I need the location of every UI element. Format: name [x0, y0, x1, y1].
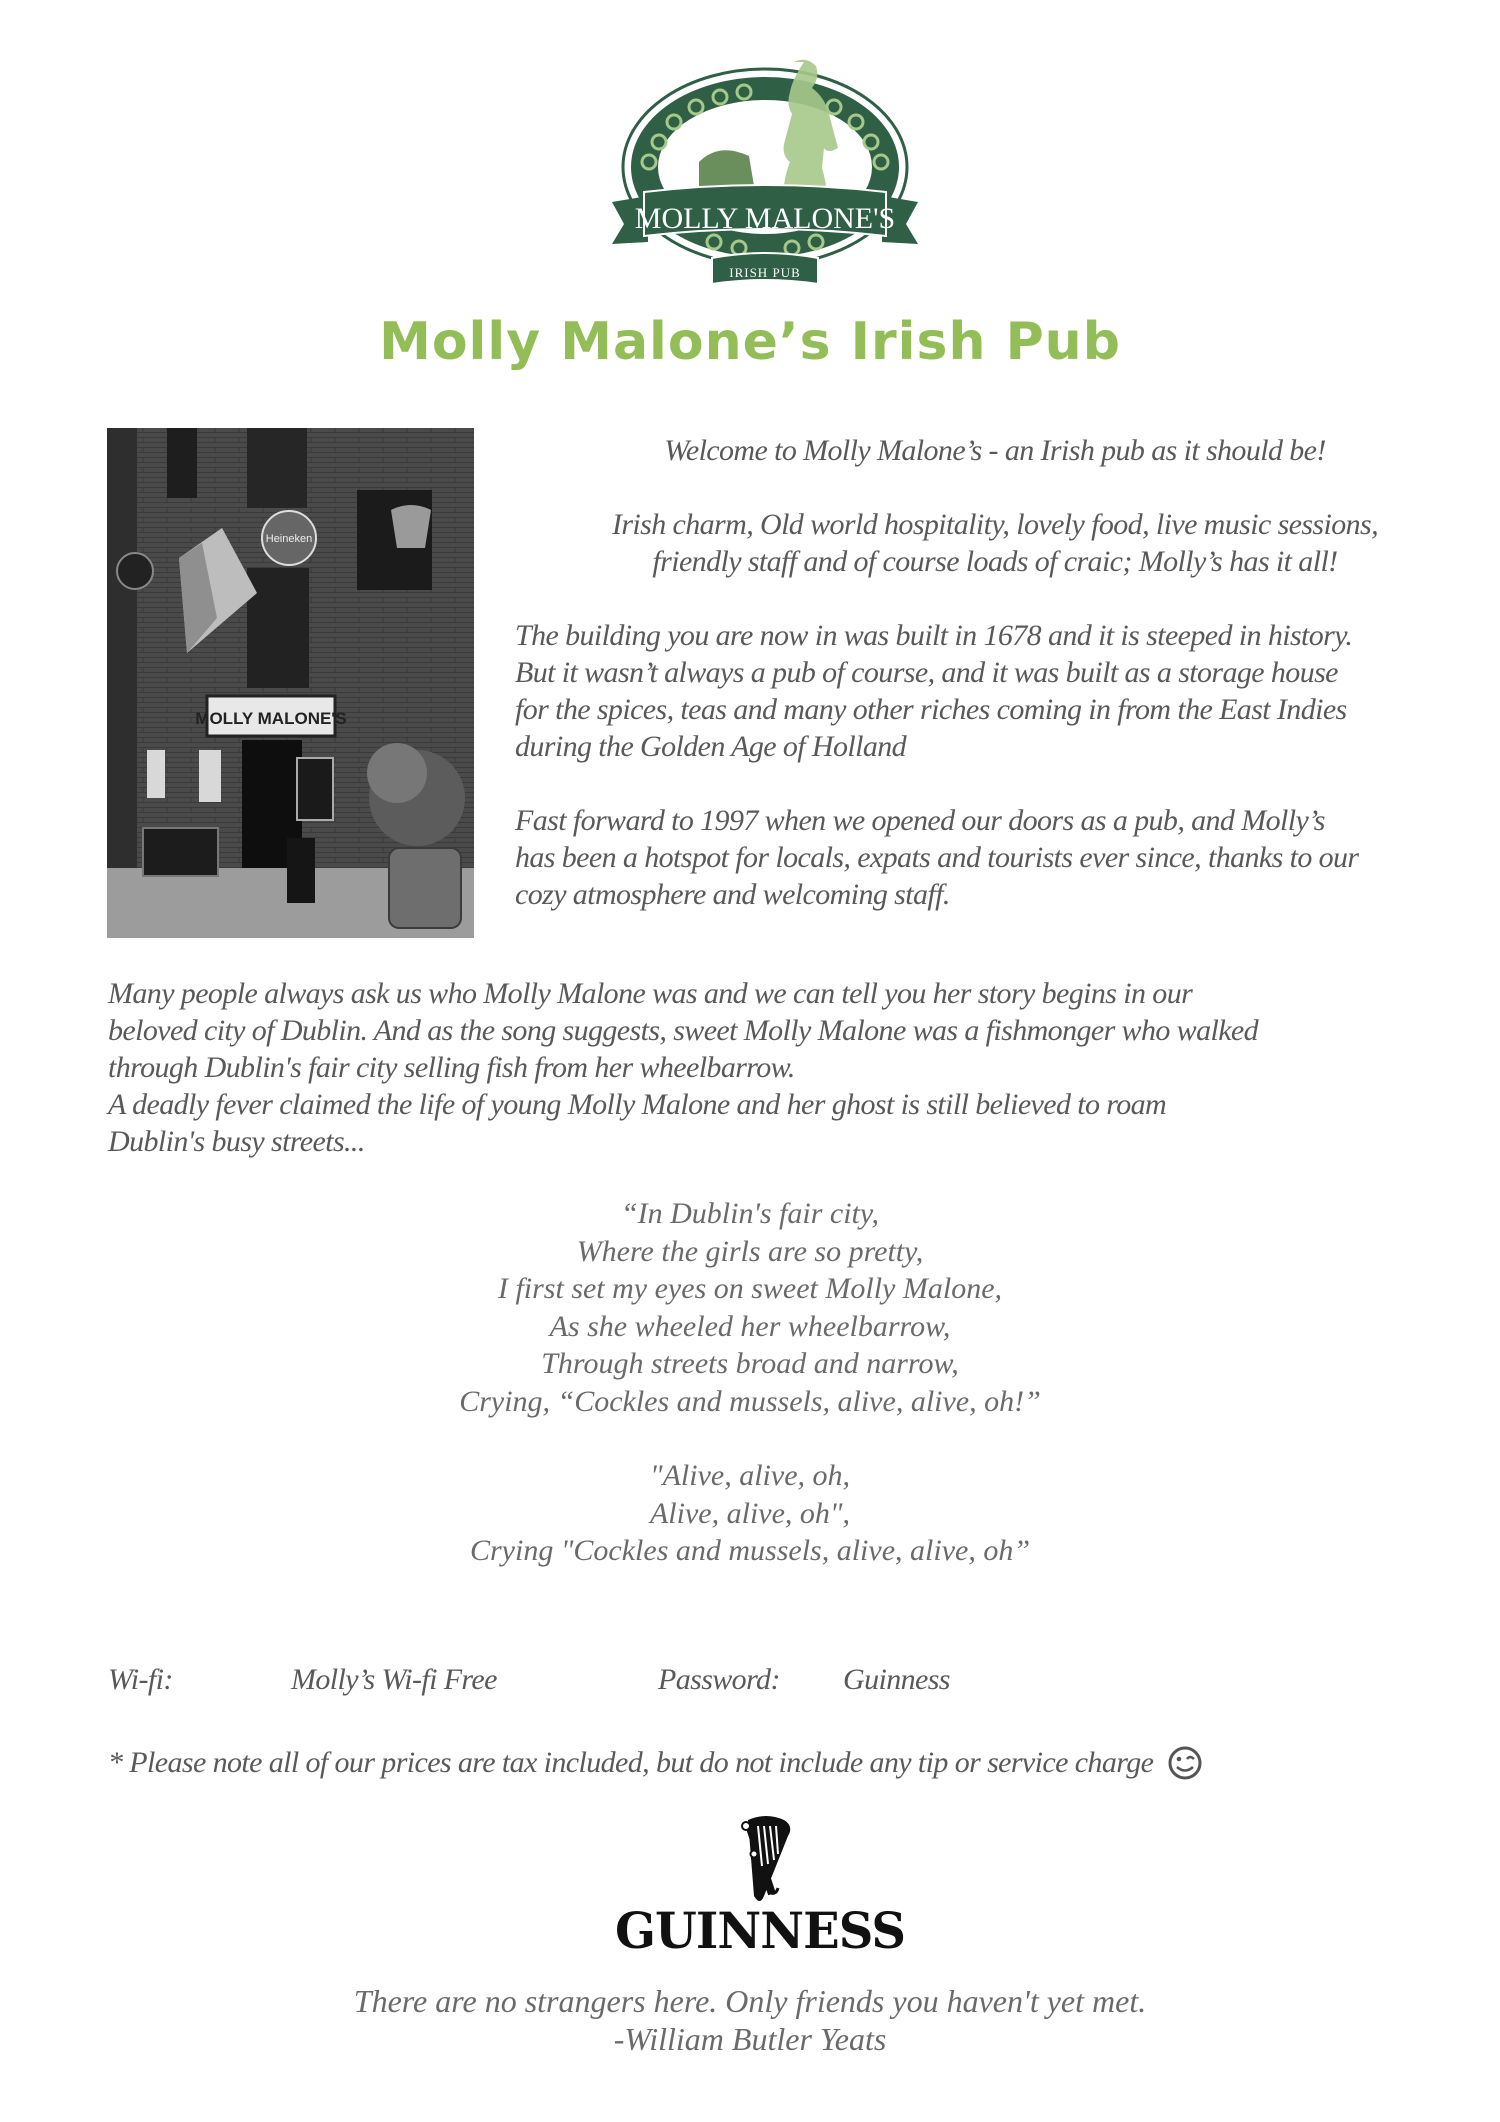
story-line: Dublin's busy streets... — [108, 1125, 365, 1158]
wifi-network-name: Molly’s Wi-fi Free — [291, 1663, 497, 1696]
wifi-label: Wi-fi: — [108, 1663, 173, 1696]
page-title: Molly Malone’s Irish Pub — [379, 312, 1121, 372]
logo-sub-text: IRISH PUB — [729, 265, 801, 280]
fastforward-line: Fast forward to 1997 when we opened our doors as a pub, and Molly’s — [515, 804, 1325, 837]
password-label: Password: — [658, 1663, 780, 1696]
lyric-line: “In Dublin's fair city, — [620, 1197, 880, 1230]
logo-banner-text: MOLLY MALONE'S — [634, 202, 896, 235]
fastforward-line: has been a hotspot for locals, expats and tourists ever since, thanks to our — [515, 841, 1359, 874]
quote-author: -William Butler Yeats — [613, 2021, 887, 2057]
welcome-text: Welcome to Molly Malone’s - an Irish pub as it should be! — [664, 434, 1326, 467]
story-line: Many people always ask us who Molly Malone was and we can tell you her story begins in our — [108, 977, 1193, 1010]
history-line: The building you are now in was built in 1678 and it is steeped in history. — [515, 619, 1353, 652]
history-text — [515, 617, 1475, 765]
wifi-password: Guinness — [843, 1663, 950, 1696]
song-lyrics — [0, 1195, 1500, 1607]
intro-section — [515, 432, 1475, 950]
lyric-line: Through streets broad and narrow, — [541, 1347, 959, 1380]
story-section — [108, 975, 1438, 1160]
charm-line-1: Irish charm, Old world hospitality, lovely food, live music sessions, — [611, 508, 1379, 541]
guinness-logo — [610, 1812, 910, 1962]
lyrics-stanza-1 — [0, 1195, 1500, 1420]
lyric-line: As she wheeled her wheelbarrow, — [549, 1309, 951, 1343]
photo-sign-text: MOLLY MALONE'S — [195, 709, 347, 728]
winking-face-icon — [1167, 1745, 1203, 1781]
lyrics-stanza-2 — [0, 1457, 1500, 1570]
pub-logo — [604, 52, 926, 288]
story-line: beloved city of Dublin. And as the song suggests, sweet Molly Malone was a fishmonger who walked — [108, 1014, 1259, 1047]
lyric-line: Where the girls are so pretty, — [576, 1234, 924, 1268]
charm-text — [515, 506, 1475, 580]
guinness-wordmark: GUINNESS — [615, 1901, 905, 1960]
price-note — [108, 1745, 1203, 1781]
charm-line-2: friendly staff and of course loads of craic; Molly’s has it all! — [652, 545, 1338, 578]
fastforward-line: cozy atmosphere and welcoming staff. — [515, 878, 950, 911]
lyric-line: I first set my eyes on sweet Molly Malone, — [497, 1272, 1003, 1305]
lyric-line: Crying "Cockles and mussels, alive, alive, oh” — [469, 1534, 1031, 1567]
svg-text:Heineken: Heineken — [265, 533, 313, 545]
history-line: during the Golden Age of Holland — [515, 730, 907, 763]
yeats-quote — [0, 1982, 1500, 2058]
history-line: But it wasn’t always a pub of course, and it was built as a storage house — [515, 656, 1338, 689]
lyric-line: Alive, alive, oh", — [649, 1496, 851, 1530]
story-line: through Dublin's fair city selling fish from her wheelbarrow. — [108, 1051, 795, 1084]
lyric-line: "Alive, alive, oh, — [649, 1459, 851, 1492]
lyric-line: Crying, “Cockles and mussels, alive, alive, oh!” — [459, 1384, 1041, 1418]
pub-exterior-photo — [107, 428, 474, 938]
history-line: for the spices, teas and many other riches coming in from the East Indies — [515, 693, 1347, 726]
quote-text: There are no strangers here. Only friends you haven't yet met. — [353, 1983, 1147, 2019]
fastforward-text — [515, 802, 1475, 913]
harp-icon — [742, 1816, 790, 1901]
price-note-text: * Please note all of our prices are tax included, but do not include any tip or service charge — [108, 1746, 1154, 1779]
story-line: A deadly fever claimed the life of young Molly Malone and her ghost is still believed to roam — [108, 1088, 1167, 1121]
